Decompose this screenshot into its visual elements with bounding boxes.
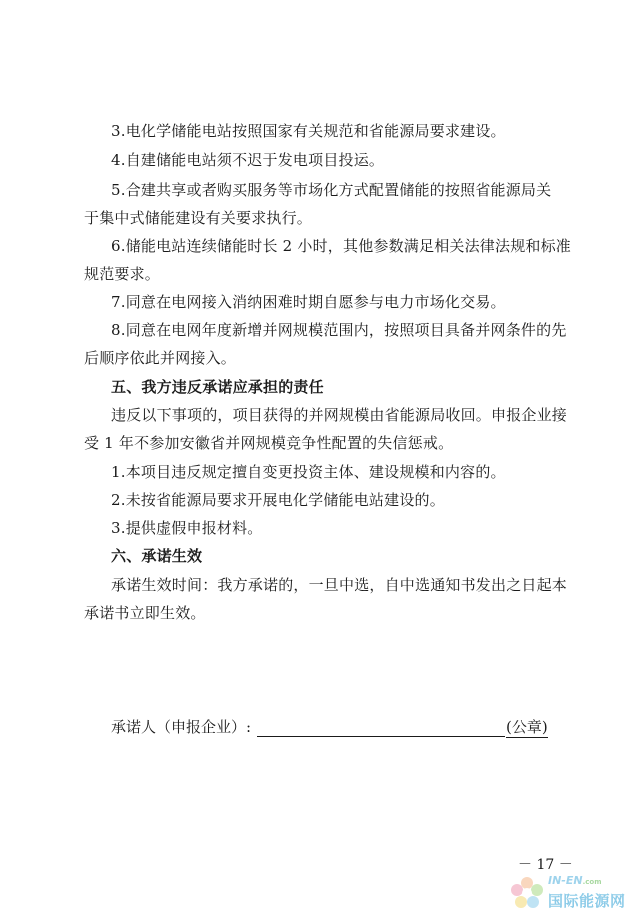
watermark-chinese: 国际能源网 <box>548 892 626 910</box>
clause-6-line-2: 规范要求。 <box>84 265 161 283</box>
section-five-heading: 五、我方违反承诺应承担的责任 <box>111 378 324 396</box>
signature-blank-line <box>257 736 505 737</box>
effect-line-1: 承诺生效时间：我方承诺的，一旦中选，自中选通知书发出之日起本 <box>111 576 568 594</box>
violation-intro-line-1: 违反以下事项的，项目获得的并网规模由省能源局收回。申报企业接 <box>111 406 568 424</box>
violation-intro-line-2: 受 1 年不参加安徽省并网规模竞争性配置的失信惩戒。 <box>84 434 454 452</box>
section-six-heading: 六、承诺生效 <box>111 547 203 565</box>
violation-item-1: 1.本项目违反规定擅自变更投资主体、建设规模和内容的。 <box>111 463 506 481</box>
watermark <box>508 872 642 916</box>
clause-4-self-built: 4.自建储能电站须不迟于发电项目投运。 <box>111 151 385 169</box>
violation-item-2: 2.未按省能源局要求开展电化学储能电站建设的。 <box>111 491 445 509</box>
page-number: － 17 － <box>518 857 573 873</box>
clause-8-line-1: 8.同意在电网年度新增并网规模范围内，按照项目具备并网条件的先 <box>111 321 567 339</box>
clause-3-electrochemical: 3.电化学储能电站按照国家有关规范和省能源局要求建设。 <box>111 122 506 140</box>
clause-7-market: 7.同意在电网接入消纳困难时期自愿参与电力市场化交易。 <box>111 293 506 311</box>
clause-5-line-2: 于集中式储能建设有关要求执行。 <box>84 209 313 227</box>
clause-6-line-1: 6.储能电站连续储能时长 2 小时，其他参数满足相关法律法规和标准 <box>111 237 571 255</box>
effect-line-2: 承诺书立即生效。 <box>84 604 206 622</box>
violation-item-3: 3.提供虚假申报材料。 <box>111 519 263 537</box>
watermark-suffix: .com <box>582 878 602 886</box>
watermark-latin: IN-EN.com <box>548 874 602 887</box>
flower-logo-icon <box>510 876 544 910</box>
clause-8-line-2: 后顺序依此并网接入。 <box>84 349 237 367</box>
seal-label: (公章) <box>506 718 548 736</box>
signature-label: 承诺人（申报企业）: <box>111 718 252 736</box>
signature-row <box>111 717 561 739</box>
clause-5-line-1: 5.合建共享或者购买服务等市场化方式配置储能的按照省能源局关 <box>111 181 552 199</box>
